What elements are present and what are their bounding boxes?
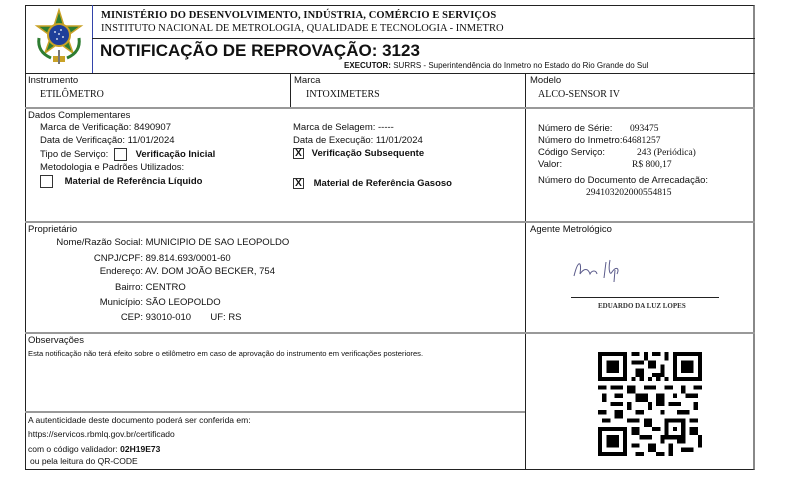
- material-liquido-label: Material de Referência Líquido: [64, 176, 203, 188]
- material-gasoso-checkbox[interactable]: X: [293, 178, 304, 189]
- valor-label: Valor:: [538, 159, 563, 170]
- cnpj-label: CNPJ/CPF:: [93, 253, 143, 264]
- qr-code-icon[interactable]: [598, 352, 702, 456]
- autenticidade-text: A autenticidade deste documento poderá ser conferida em:: [28, 415, 251, 425]
- agente-section-label: Agente Metrológico: [530, 224, 612, 235]
- divider: [92, 38, 755, 39]
- cnpj-value: 89.814.693/0001-60: [145, 253, 231, 264]
- endereco-value: AV. DOM JOÃO BECKER, 754: [145, 266, 276, 277]
- numero-serie-label: Número de Série:: [538, 123, 613, 134]
- data-verificacao-value: 11/01/2024: [127, 135, 175, 146]
- executor: [344, 61, 648, 70]
- valor: [538, 159, 672, 170]
- data-verificacao-label: Data de Verificação:: [40, 135, 126, 146]
- verificacao-subsequente-label: Verificação Subsequente: [311, 148, 425, 160]
- numero-inmetro-label: Número do Inmetro:: [538, 135, 623, 146]
- tipo-servico: [40, 148, 215, 161]
- municipio: [28, 297, 221, 308]
- observacoes-text: Esta notificação não terá efeito sobre o etilômetro em caso de aprovação do instrumento em verificações posteriores.: [28, 349, 424, 358]
- divider: [290, 73, 291, 107]
- codigo-servico-value: 243 (Periódica): [637, 148, 696, 158]
- marca-verificacao: [40, 122, 171, 133]
- modelo-label: Modelo: [530, 75, 562, 86]
- institute-name: INSTITUTO NACIONAL DE METROLOGIA, QUALIDADE E TECNOLOGIA - INMETRO: [101, 23, 504, 34]
- bairro: [28, 282, 186, 293]
- numero-serie-value: 093475: [630, 124, 659, 134]
- page-title: NOTIFICAÇÃO DE REPROVAÇÃO: 3123: [100, 41, 420, 60]
- verificacao-subsequente-checkbox[interactable]: X: [293, 148, 304, 159]
- material-gasoso-label: Material de Referência Gasoso: [313, 178, 452, 190]
- divider: [25, 411, 525, 413]
- instrumento-label: Instrumento: [28, 75, 79, 86]
- municipio-value: SÃO LEOPOLDO: [145, 297, 221, 308]
- divider: [25, 107, 755, 109]
- dados-section-label: Dados Complementares: [28, 110, 131, 121]
- material-liquido: [40, 175, 202, 188]
- signature-line: [571, 297, 719, 298]
- material-gasoso: [293, 178, 452, 189]
- divider: [92, 5, 93, 73]
- data-execucao-label: Data de Execução:: [293, 135, 374, 146]
- data-verificacao: [40, 135, 175, 146]
- cep-label: CEP:: [120, 312, 143, 323]
- uf-value: RS: [228, 312, 242, 323]
- numero-inmetro: [538, 135, 660, 146]
- metodologia-label: Metodologia e Padrões Utilizados:: [40, 162, 185, 173]
- divider: [25, 332, 755, 334]
- signature-icon: [570, 256, 630, 282]
- verificacao-inicial-label: Verificação Inicial: [135, 149, 216, 161]
- instrumento-value: ETILÔMETRO: [40, 89, 104, 100]
- marca-verificacao-label: Marca de Verificação:: [40, 122, 132, 133]
- divider: [25, 73, 755, 74]
- marca-verificacao-value: 8490907: [134, 122, 171, 133]
- codigo-servico: [538, 147, 696, 158]
- verification-url[interactable]: https://servicos.rbmlq.gov.br/certificado: [28, 429, 175, 439]
- cnpj-cpf: [28, 253, 231, 264]
- numero-inmetro-value: 64681257: [622, 136, 661, 146]
- bairro-label: Bairro:: [115, 282, 143, 293]
- cep-uf: [28, 312, 242, 323]
- data-execucao: [293, 135, 423, 146]
- codigo-value: 02H19E73: [120, 444, 161, 454]
- ministry-name: MINISTÉRIO DO DESENVOLVIMENTO, INDÚSTRIA, COMÉRCIO E SERVIÇOS: [101, 10, 497, 21]
- data-execucao-value: 11/01/2024: [375, 135, 423, 146]
- marca-selagem-value: -----: [378, 122, 394, 133]
- numero-serie: [538, 123, 659, 134]
- nome-value: MUNICIPIO DE SAO LEOPOLDO: [145, 237, 290, 248]
- marca-selagem-label: Marca de Selagem:: [293, 122, 376, 133]
- codigo-label: com o código validador:: [28, 444, 118, 454]
- marca-label: Marca: [294, 75, 321, 86]
- valor-value: R$ 800,17: [632, 160, 672, 170]
- material-liquido-checkbox[interactable]: [40, 175, 53, 188]
- bairro-value: CENTRO: [145, 282, 186, 293]
- executor-value: SURRS - Superintendência do Inmetro no Estado do Rio Grande do Sul: [393, 61, 649, 70]
- agente-name: EDUARDO DA LUZ LOPES: [598, 302, 686, 310]
- documento-arrecadacao-label: Número do Documento de Arrecadação:: [538, 175, 709, 186]
- verificacao-inicial-checkbox[interactable]: [114, 148, 127, 161]
- executor-label: EXECUTOR:: [344, 61, 391, 70]
- codigo-servico-label: Código Serviço:: [538, 147, 606, 158]
- marca-selagem: [293, 122, 394, 133]
- nome-razao-social: [28, 237, 289, 248]
- divider: [25, 221, 755, 223]
- proprietario-section-label: Proprietário: [28, 224, 78, 235]
- nome-label: Nome/Razão Social:: [56, 237, 143, 248]
- tipo-servico-label: Tipo de Serviço:: [40, 149, 109, 161]
- codigo-validador: [28, 444, 160, 454]
- uf-label: UF:: [210, 312, 226, 323]
- divider: [525, 73, 526, 470]
- observacoes-section-label: Observações: [28, 335, 84, 346]
- municipio-label: Município:: [99, 297, 143, 308]
- verificacao-subsequente: [293, 148, 424, 159]
- qr-instruction: ou pela leitura do QR-CODE: [30, 456, 138, 466]
- brazil-coat-of-arms-icon: [33, 8, 85, 68]
- modelo-value: ALCO-SENSOR IV: [538, 89, 620, 100]
- documento-arrecadacao-value: 294103202000554815: [586, 188, 672, 198]
- endereco: [28, 266, 275, 277]
- endereco-label: Endereço:: [99, 266, 143, 277]
- marca-value: INTOXIMETERS: [306, 89, 380, 100]
- cep-value: 93010-010: [145, 312, 192, 323]
